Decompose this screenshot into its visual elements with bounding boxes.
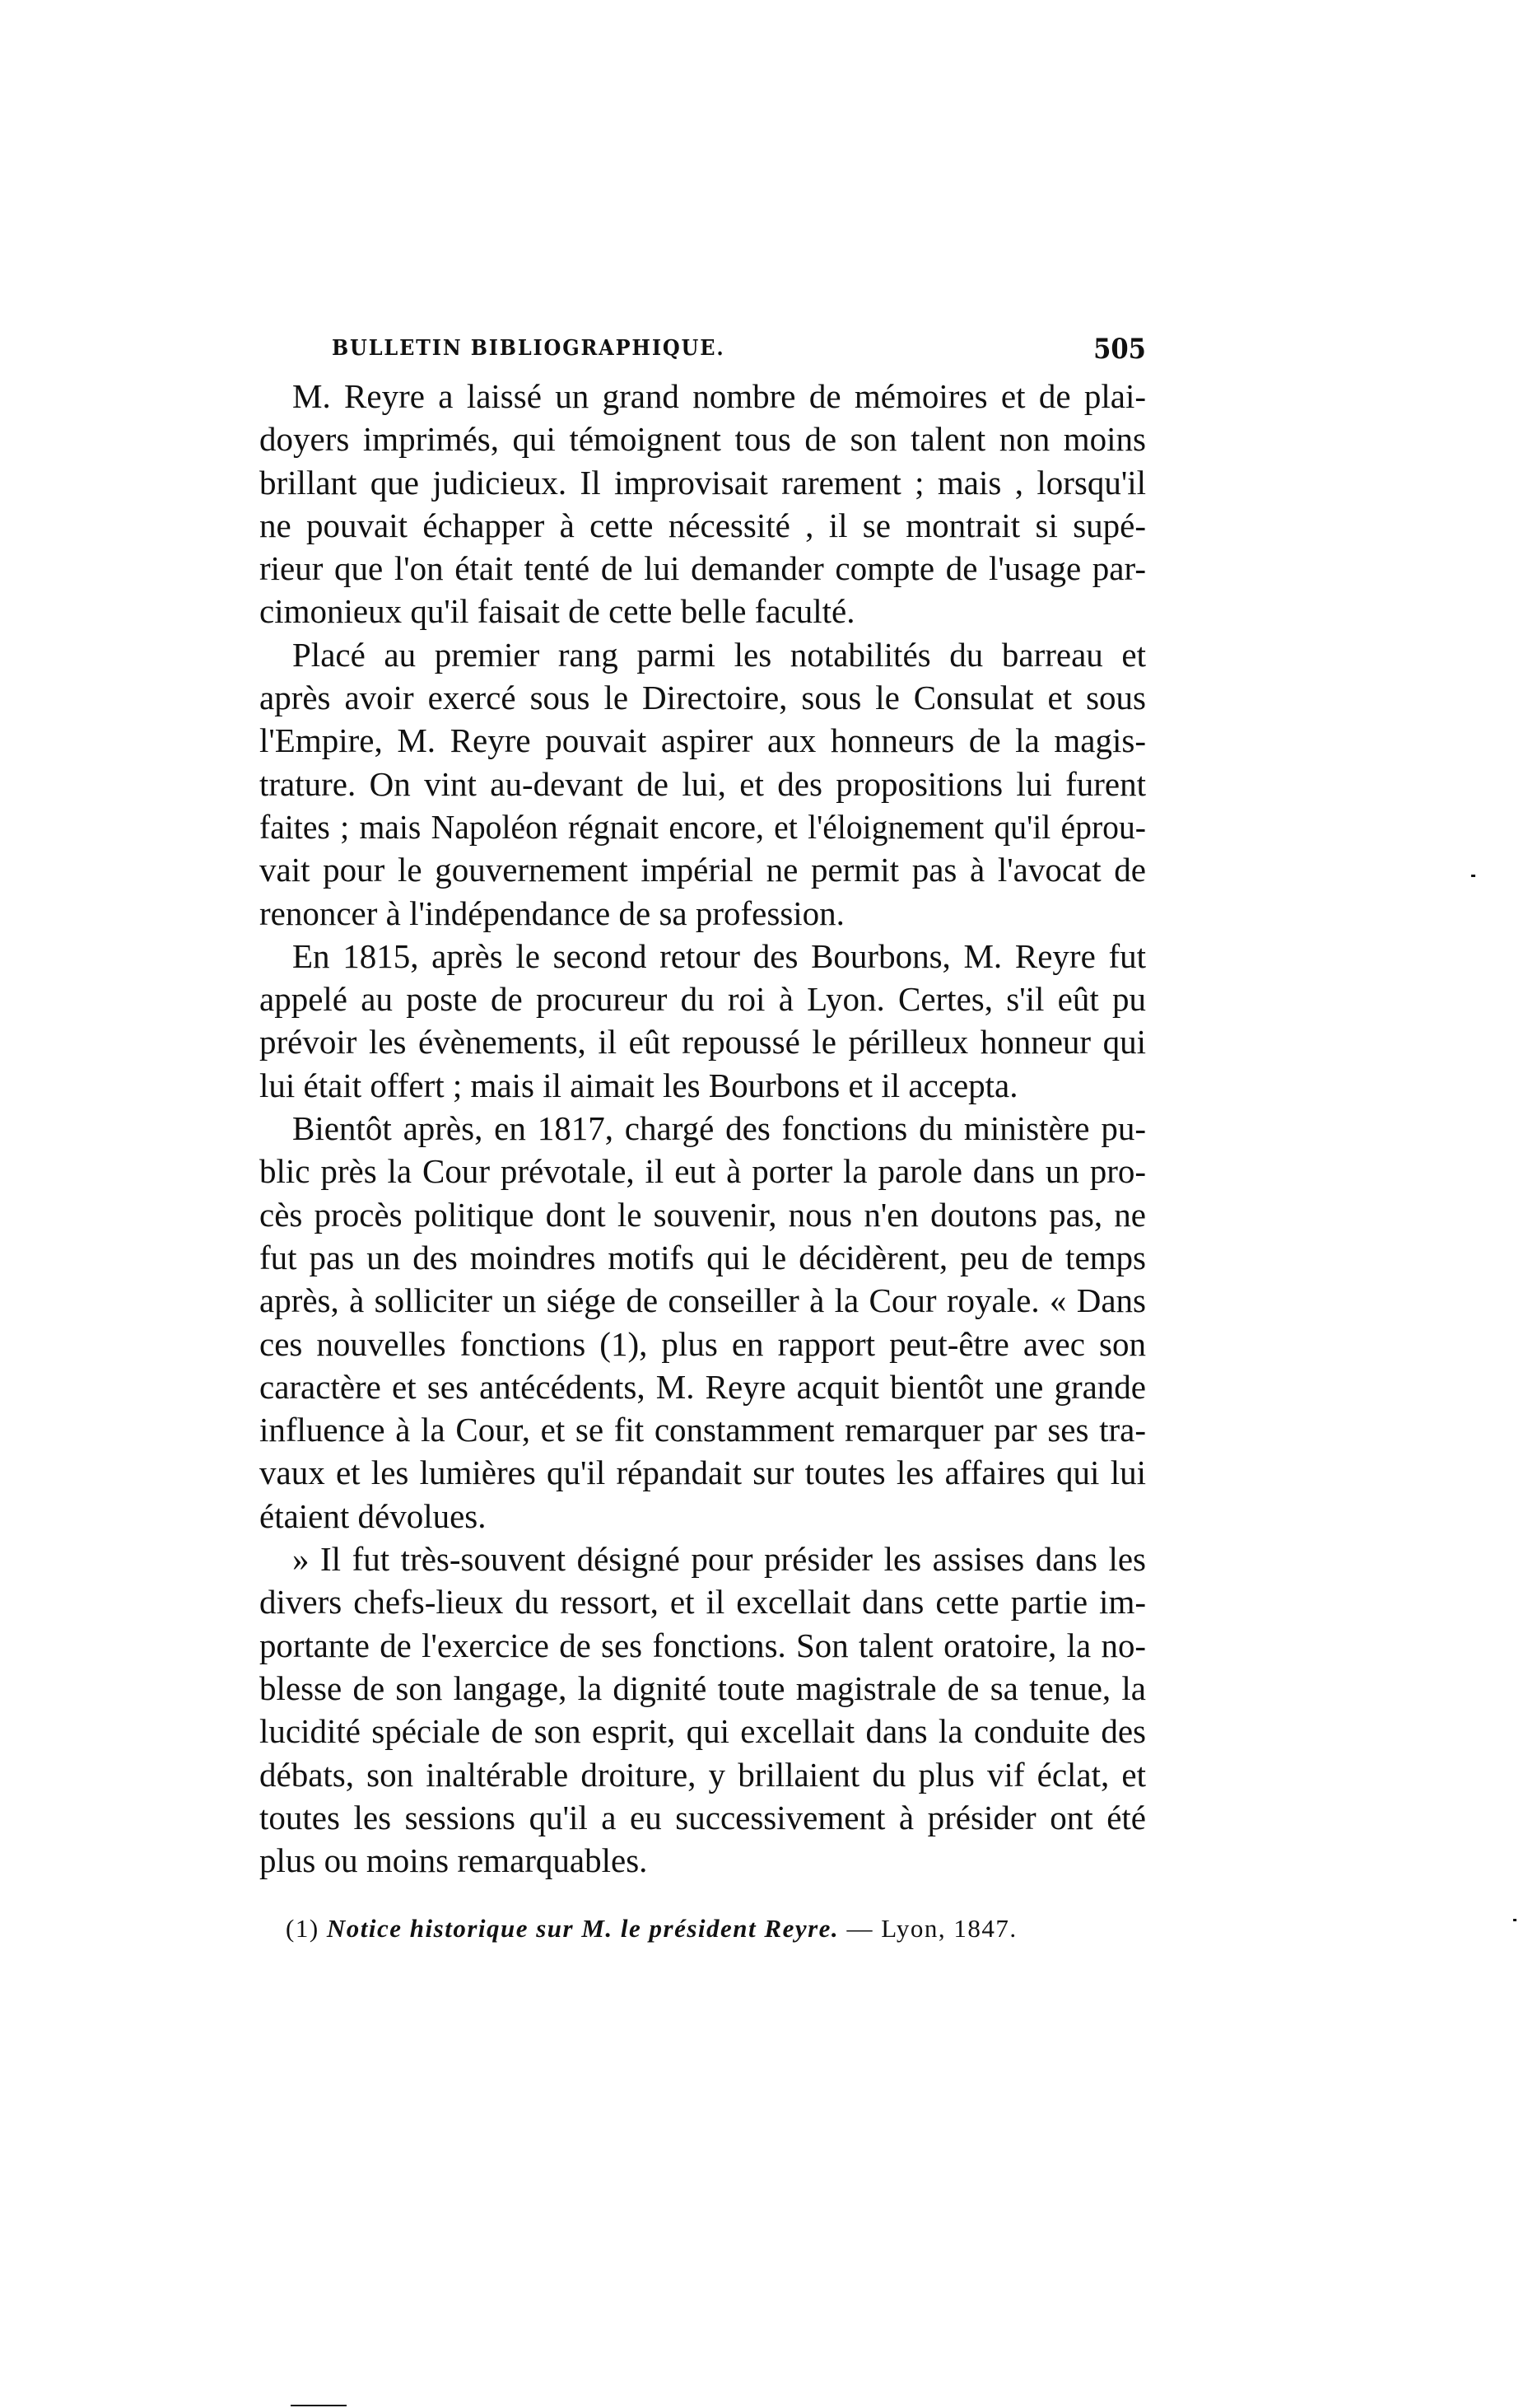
footnote-title: Notice historique sur M. le président Reyre. [326, 1914, 840, 1943]
text-line [259, 461, 1146, 504]
paragraph [259, 633, 1146, 935]
text-line [259, 1365, 1146, 1408]
text-line-content: prévoir les évènements, il eût repoussé le périlleux honneur qui [259, 1023, 1146, 1062]
text-line [259, 1753, 1146, 1796]
text-line-content: après avoir exercé sous le Directoire, sous le Consulat et sous [259, 679, 1146, 717]
text-line-content: ne pouvait échapper à cette nécessité , il se montrait si supé- [259, 506, 1146, 544]
paragraph [259, 1538, 1146, 1882]
text-line [259, 1236, 1146, 1279]
text-line-content: En 1815, après le second retour des Bourbons, M. Reyre fut [292, 936, 1146, 975]
text-line-content: Bientôt après, en 1817, chargé des fonctions du ministère pu- [292, 1109, 1146, 1148]
text-line [259, 892, 1146, 935]
body-text [259, 375, 1146, 1882]
text-line [259, 1839, 1146, 1882]
text-line-content: toutes les sessions qu'il a eu successivement à présider ont été [259, 1798, 1146, 1836]
text-line-content: rieur que l'on était tenté de lui demander compte de l'usage par- [259, 549, 1146, 588]
paragraph [259, 375, 1146, 633]
running-head [259, 333, 1146, 369]
text-line [259, 763, 1146, 805]
text-line-content: caractère et ses antécédents, M. Reyre acquit bientôt une grande [259, 1367, 1146, 1406]
page-number: 505 [1093, 333, 1146, 366]
text-line [259, 978, 1146, 1020]
text-line-content: Placé au premier rang parmi les notabilités du barreau et [292, 635, 1146, 674]
text-line [259, 418, 1146, 460]
text-line-content: l'Empire, M. Reyre pouvait aspirer aux honneurs de la magis- [259, 721, 1146, 760]
text-line [259, 1710, 1146, 1752]
text-line-content: divers chefs-lieux du ressort, et il excellait dans cette partie im- [259, 1583, 1146, 1622]
text-line-content: ces nouvelles fonctions (1), plus en rapport peut-être avec son [259, 1324, 1146, 1363]
text-line [259, 375, 1146, 418]
bottom-rule [291, 2405, 347, 2406]
text-line-content: lui était offert ; mais il aimait les Bourbons et il accepta. [259, 1066, 1018, 1104]
text-line-content: doyers imprimés, qui témoignent tous de son talent non moins [259, 420, 1146, 459]
text-line [259, 1323, 1146, 1365]
text-line-content: cimonieux qu'il faisait de cette belle faculté. [259, 592, 855, 631]
footnote-source: — Lyon, 1847. [846, 1914, 1018, 1943]
footnote [286, 1914, 1018, 1950]
text-line [259, 1150, 1146, 1192]
text-line-content: » Il fut très-souvent désigné pour présider les assises dans les [292, 1540, 1146, 1579]
text-line-content: influence à la Cour, et se fit constamment remarquer par ses tra- [259, 1411, 1146, 1449]
text-line [259, 1279, 1146, 1322]
paragraph [259, 935, 1146, 1107]
text-line [259, 719, 1146, 762]
text-line [259, 1624, 1146, 1667]
text-line-content: trature. On vint au-devant de lui, et des propositions lui furent [259, 764, 1146, 803]
text-line-content: M. Reyre a laissé un grand nombre de mémoires et de plai- [292, 377, 1146, 415]
text-line [259, 935, 1146, 978]
text-line [259, 633, 1146, 676]
text-line-content: portante de l'exercice de ses fonctions. Son talent oratoire, la no- [259, 1626, 1146, 1664]
text-line-content: lucidité spéciale de son esprit, qui excellait dans la conduite des [259, 1712, 1146, 1751]
text-line-content: étaient dévolues. [259, 1496, 487, 1535]
text-line-content: faites ; mais Napoléon régnait encore, et l'éloignement qu'il éprou- [259, 807, 1146, 846]
text-line [259, 1538, 1146, 1580]
scan-speck [1471, 875, 1475, 877]
text-line [259, 805, 1146, 848]
text-line-content: vait pour le gouvernement impérial ne permit pas à l'avocat de [259, 851, 1146, 889]
footnote-marker: (1) [286, 1914, 319, 1943]
paragraph [259, 1107, 1146, 1538]
text-line [259, 547, 1146, 590]
text-line [259, 1107, 1146, 1150]
text-line-content: vaux et les lumières qu'il répandait sur toutes les affaires qui lui [259, 1454, 1146, 1492]
scan-speck [1513, 1919, 1516, 1921]
text-line [259, 1020, 1146, 1063]
text-line [259, 1451, 1146, 1494]
text-line [259, 676, 1146, 719]
text-line-content: fut pas un des moindres motifs qui le décidèrent, peu de temps [259, 1238, 1146, 1276]
text-line [259, 1667, 1146, 1710]
text-line-content: renoncer à l'indépendance de sa profession. [259, 894, 845, 932]
text-line-content: appelé au poste de procureur du roi à Lyon. Certes, s'il eût pu [259, 980, 1146, 1019]
text-line-content: plus ou moins remarquables. [259, 1841, 648, 1880]
text-line [259, 1064, 1146, 1107]
text-line [259, 1193, 1146, 1236]
text-line [259, 1796, 1146, 1839]
text-line-content: brillant que judicieux. Il improvisait rarement ; mais , lorsqu'il [259, 463, 1146, 502]
text-line [259, 848, 1146, 891]
text-line [259, 1408, 1146, 1451]
running-title: BULLETIN BIBLIOGRAPHIQUE. [332, 336, 725, 361]
text-line-content: cès procès politique dont le souvenir, nous n'en doutons pas, ne [259, 1195, 1146, 1234]
text-line [259, 590, 1146, 632]
text-line-content: blic près la Cour prévotale, il eut à porter la parole dans un pro- [259, 1152, 1146, 1191]
text-line [259, 504, 1146, 547]
text-line-content: débats, son inaltérable droiture, y brillaient du plus vif éclat, et [259, 1755, 1146, 1794]
text-line [259, 1580, 1146, 1623]
text-line-content: blesse de son langage, la dignité toute magistrale de sa tenue, la [259, 1668, 1146, 1707]
text-line-content: après, à solliciter un siége de conseiller à la Cour royale. « Dans [259, 1281, 1146, 1320]
text-line [259, 1495, 1146, 1538]
